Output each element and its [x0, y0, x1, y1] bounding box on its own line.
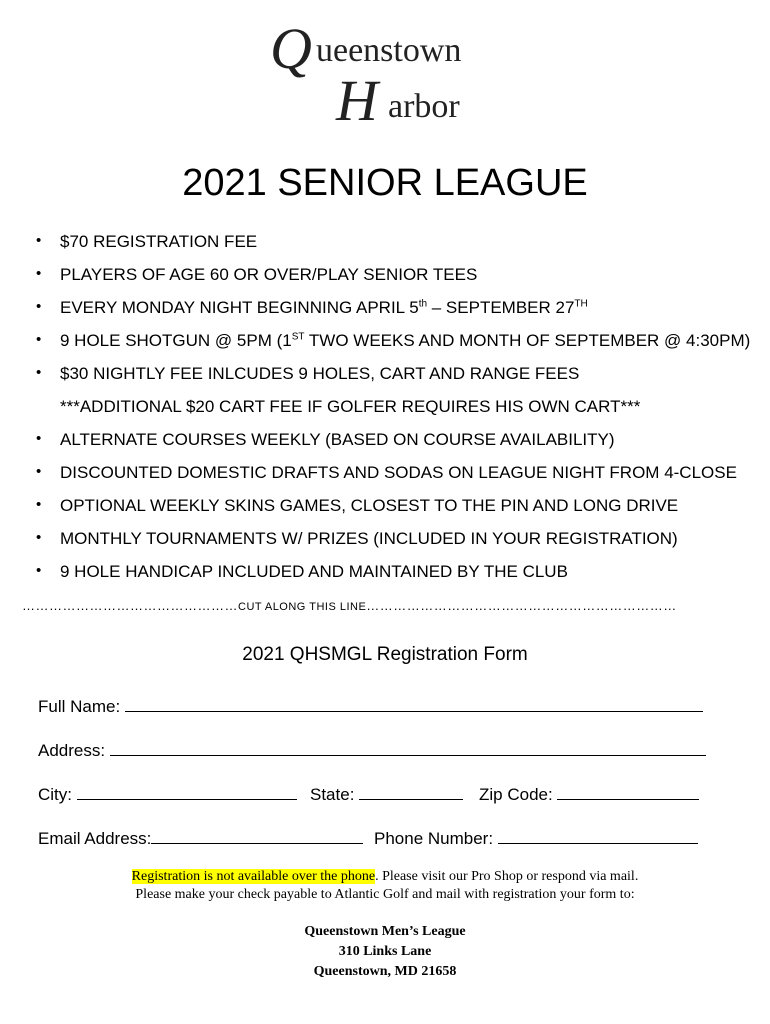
list-item-text: PLAYERS OF AGE 60 OR OVER/PLAY SENIOR TEES [60, 265, 478, 284]
zip-code-input-line[interactable] [557, 782, 699, 800]
list-item-text: MONTHLY TOURNAMENTS W/ PRIZES (INCLUDED IN YOUR REGISTRATION) [60, 529, 678, 548]
list-item-text: DISCOUNTED DOMESTIC DRAFTS AND SODAS ON LEAGUE NIGHT FROM 4-CLOSE [60, 463, 737, 482]
mailing-address [0, 922, 770, 982]
list-item [36, 529, 750, 562]
address-city: Queenstown, MD 21658 [313, 964, 457, 979]
note-text: . Please visit our Pro Shop or respond via mail. [375, 869, 639, 884]
address-street: 310 Links Lane [338, 944, 432, 959]
list-item [36, 331, 750, 364]
state-input-line[interactable] [359, 782, 463, 800]
city-label: City: [38, 785, 72, 804]
list-item [36, 463, 750, 496]
cut-line-label: CUT ALONG THIS LINE [238, 601, 367, 613]
list-item [36, 298, 750, 331]
list-item-text: – SEPTEMBER 27 [427, 298, 575, 317]
list-item [36, 562, 750, 595]
superscript: ST [291, 331, 305, 343]
zip-code-field[interactable] [479, 782, 699, 805]
logo-initial-h: H [336, 68, 378, 133]
list-item [36, 364, 750, 397]
state-label: State: [310, 785, 355, 804]
email-input-line[interactable] [151, 826, 363, 844]
city-field[interactable] [38, 782, 297, 805]
list-item-text: ALTERNATE COURSES WEEKLY (BASED ON COURSE AVAILABILITY) [60, 430, 615, 449]
superscript: TH [574, 298, 588, 310]
league-details-list [36, 232, 750, 595]
cut-line-dots: …………………………………………………………… [366, 598, 677, 613]
city-input-line[interactable] [77, 782, 297, 800]
list-item-text: 9 HOLE SHOTGUN @ 5PM (1 [60, 331, 292, 350]
list-item-text: $30 NIGHTLY FEE INLCUDES 9 HOLES, CART AND RANGE FEES [60, 364, 580, 383]
bullet-icon: • [36, 529, 42, 546]
bullet-icon: • [36, 364, 42, 381]
registration-note [0, 868, 770, 904]
page-title: 2021 SENIOR LEAGUE [182, 162, 588, 204]
list-item-text: ***ADDITIONAL $20 CART FEE IF GOLFER REQUIRES HIS OWN CART*** [60, 397, 641, 416]
list-item-text: OPTIONAL WEEKLY SKINS GAMES, CLOSEST TO THE PIN AND LONG DRIVE [60, 496, 679, 515]
bullet-icon: • [36, 496, 42, 513]
logo-initial-q: Q [270, 16, 312, 81]
zip-code-label: Zip Code: [479, 785, 553, 804]
email-field[interactable] [38, 826, 363, 849]
logo-word-arbor: arbor [388, 88, 460, 125]
bullet-icon: • [36, 331, 42, 348]
queenstown-harbor-logo [270, 14, 510, 134]
bullet-icon: • [36, 232, 42, 249]
bullet-icon: • [36, 265, 42, 282]
list-item-text: 9 HOLE HANDICAP INCLUDED AND MAINTAINED BY THE CLUB [60, 562, 568, 581]
cut-line-dots: ………………………………………… [22, 598, 238, 613]
address-label: Address: [38, 741, 106, 760]
list-item [36, 397, 750, 430]
phone-input-line[interactable] [498, 826, 698, 844]
full-name-input-line[interactable] [125, 694, 703, 712]
full-name-field[interactable] [38, 694, 703, 717]
form-title: 2021 QHSMGL Registration Form [242, 644, 528, 665]
superscript: th [418, 298, 428, 310]
list-item [36, 430, 750, 463]
list-item [36, 232, 750, 265]
list-item-text: TWO WEEKS AND MONTH OF SEPTEMBER @ 4:30PM) [304, 331, 751, 350]
address-input-line[interactable] [110, 738, 706, 756]
list-item-text: EVERY MONDAY NIGHT BEGINNING APRIL 5 [60, 298, 419, 317]
full-name-label: Full Name: [38, 697, 121, 716]
highlighted-notice: Registration is not available over the phone [131, 869, 376, 884]
bullet-icon: • [36, 463, 42, 480]
address-field[interactable] [38, 738, 706, 761]
address-name: Queenstown Men’s League [304, 924, 466, 939]
bullet-icon: • [36, 298, 42, 315]
state-field[interactable] [310, 782, 463, 805]
list-item [36, 496, 750, 529]
bullet-icon: • [36, 562, 42, 579]
logo-word-ueenstown: ueenstown [316, 32, 462, 69]
note-line-2: Please make your check payable to Atlantic Golf and mail with registration your form to: [135, 887, 635, 902]
bullet-icon: • [36, 430, 42, 447]
cut-line [22, 598, 732, 613]
email-label: Email Address: [38, 829, 152, 848]
list-item-text: $70 REGISTRATION FEE [60, 232, 258, 251]
note-line-1 [0, 868, 770, 886]
phone-field[interactable] [374, 826, 698, 849]
list-item [36, 265, 750, 298]
phone-label: Phone Number: [374, 829, 494, 848]
